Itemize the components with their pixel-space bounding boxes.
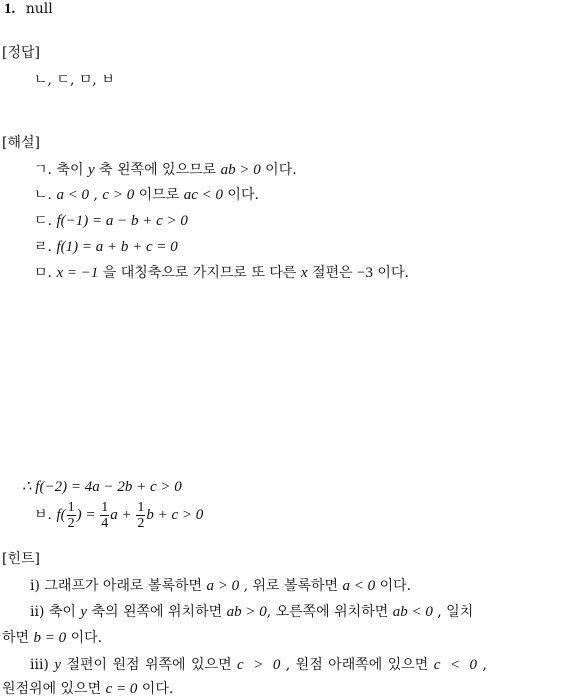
fraction [67,500,76,531]
fraction-numerator: 1 [101,499,109,515]
hint-text: 이다. [66,630,103,646]
math-expression: ab > 0 [226,604,267,620]
fraction-numerator: 1 [137,499,145,515]
explanation-text: 이다. [260,162,297,178]
math-expression: c < 0 [433,657,478,673]
math-expression: y [80,604,88,620]
problem-line [4,0,53,18]
explanation-line-6 [34,497,203,533]
explanation-text: ㅂ. [34,507,57,523]
hint-line-2-cont [2,629,102,647]
math-expression: a < 0 [56,187,90,203]
explanation-text: ㄷ. [34,213,57,229]
explanation-text: 을 대칭축으로 가지므로 또 다른 [98,265,301,281]
fraction [136,500,145,531]
math-expression: c > 0 [237,657,281,673]
explanation-text: ㄱ. 축이 [34,162,88,178]
math-expression: ab > 0 [220,162,261,178]
explanation-heading: [해설] [2,135,40,151]
explanation-line-4 [34,238,178,256]
hint-line-1 [30,577,411,595]
math-expression: c = 0 [105,681,138,697]
math-expression: a > 0 [206,578,240,594]
math-expression: y [87,162,95,178]
hint-text: , 위로 볼록하면 [239,578,343,594]
fraction [100,500,109,531]
math-expression: −3 [357,265,373,281]
hint-text: , 일치 [432,604,474,620]
math-expression: x = −1 [56,265,99,281]
explanation-text: 축 왼쪽에 있으므로 [94,162,221,178]
hint-line-3 [30,656,487,674]
math-expression: f(1) = a + b + c = 0 [56,239,178,255]
hint-text: 이다. [375,578,412,594]
math-expression: ac < 0 [183,187,223,203]
explanation-line-1 [34,161,297,179]
explanation-text: ㄹ. [34,239,57,255]
math-expression: b = 0 [33,630,67,646]
math-expression: x [300,265,308,281]
hint-text: , 원점 아래쪽에 있으면 [280,657,434,673]
explanation-text: 이다. [372,265,409,281]
explanation-text: , [89,187,103,203]
math-expression: a < 0 [342,578,376,594]
explanation-text: ㅁ. [34,265,57,281]
answer-text: ㄴ, ㄷ, ㅁ, ㅂ [34,72,115,88]
hint-text: , [477,657,487,673]
fraction-denominator: 2 [67,515,75,531]
hint-text: 축의 왼쪽에 위치하면 [87,604,227,620]
math-expression: ab < 0 [392,604,433,620]
math-expression: f( [56,507,66,523]
explanation-line-3 [34,212,188,230]
hint-text: 하면 [2,630,34,646]
math-expression: ) = [76,507,100,523]
hint-text: , 오른쪽에 위치하면 [266,604,393,620]
hint-text: ⅱ) 축이 [30,604,81,620]
math-expression: b + c > 0 [146,507,204,523]
explanation-line-5 [34,264,409,282]
math-expression: f(−1) = a − b + c > 0 [56,213,188,229]
math-expression: c > 0 [102,187,135,203]
explanation-text: 이므로 [134,187,184,203]
explanation-line-2 [34,186,259,204]
problem-text: null [25,1,53,17]
fraction-numerator: 1 [67,499,75,515]
answer-heading: [정답] [2,45,40,61]
hint-text: 원점위에 있으면 [2,681,106,697]
hint-line-3-cont [2,680,173,698]
problem-number: 1. [4,1,16,17]
explanation-text: ㄴ. [34,187,57,203]
fraction-denominator: 4 [101,515,109,531]
explanation-text: 절편은 [307,265,358,281]
therefore-line: ∴ f(−2) = 4a − 2b + c > 0 [22,479,182,495]
hint-heading: [힌트] [2,551,40,567]
hint-text: 이다. [137,681,174,697]
hint-text: ⅰ) 그래프가 아래로 볼록하면 [30,578,207,594]
hint-line-2 [30,603,473,621]
hint-text: ⅲ) [30,657,55,673]
math-expression: a + [110,507,136,523]
fraction-denominator: 2 [137,515,145,531]
math-expression: y [54,657,62,673]
hint-text: 절편이 원점 위쪽에 있으면 [61,657,238,673]
explanation-text: 이다. [222,187,259,203]
